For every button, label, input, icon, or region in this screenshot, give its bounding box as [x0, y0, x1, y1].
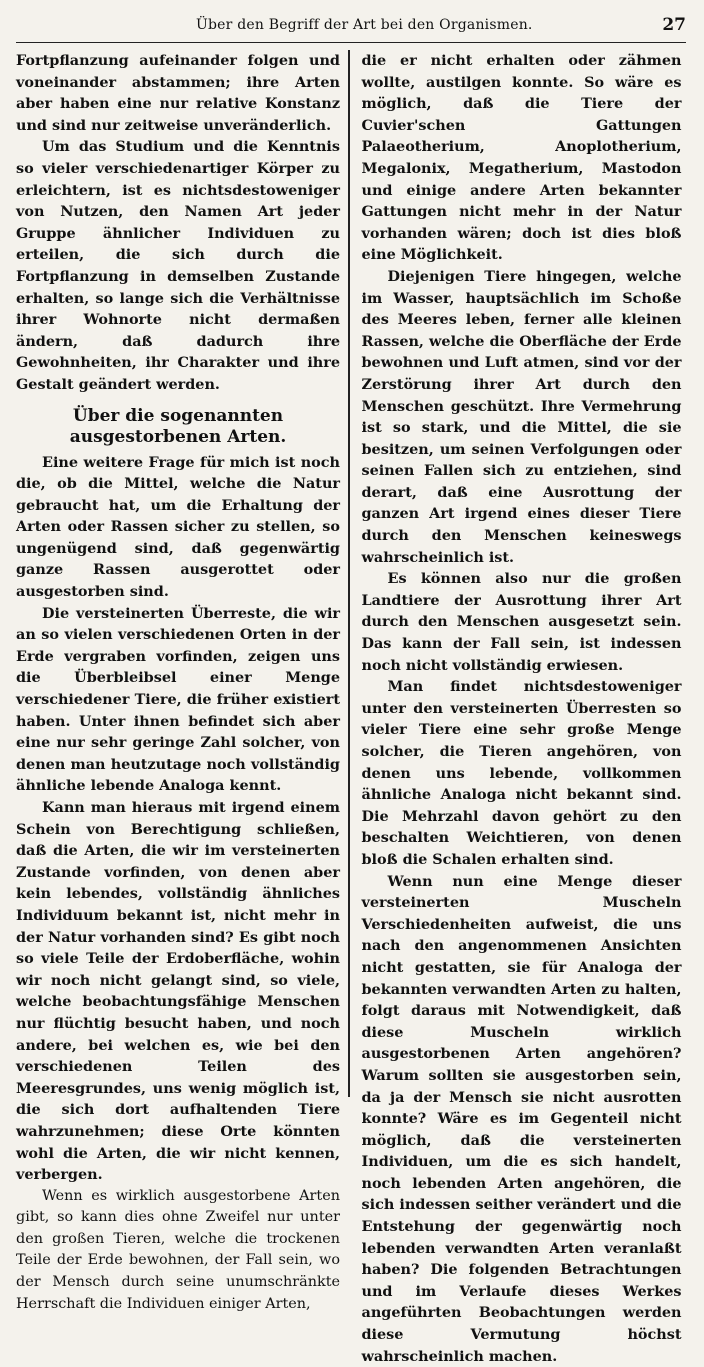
paragraph: Um das Studium und die Kenntnis so vieler verschiedenartiger Körper zu erleichtern, ist es nichtsdestoweniger von Nutzen, den Namen Art jeder Gruppe ähnlicher Individuen zu erteilen, die sich durch die Fortpflanzung in demselben Zustande erhalten, so lange sich die Verhältnisse ihrer Wohnorte nicht dermaßen ändern, daß dadurch ihre Gewohnheiten, ihr Charakter und ihre Gestalt geändert werden. [16, 138, 340, 393]
paragraph: Fortpflanzung aufeinander folgen und voneinander abstammen; ihre Arten aber haben eine nur relative Konstanz und sind nur zeitweise unveränderlich. [16, 52, 340, 134]
paragraph: Man findet nichtsdestoweniger unter den versteinerten Überresten so vieler Tiere eine sehr große Menge solcher, die Tieren angehören, von denen uns lebende, vollkommen ähnliche Analoga nicht bekannt sind. Die Mehrzahl davon gehört zu den beschalten Weichtieren, von denen bloß die Schalen erhalten sind. [361, 678, 682, 868]
section-heading: Über die sogenannten ausgestorbenen Arten. [69, 405, 287, 447]
paragraph: Wenn nun eine Menge dieser versteinerten Muscheln Verschiedenheiten aufweist, die uns nach den angenommenen Ansichten nicht gestatten, sie für Analoga der bekannten verwandten Arten zu halten, folgt daraus mit Notwendigkeit, daß diese Muscheln wirklich ausgestorbenen Arten angehören? Warum sollten sie ausgestorben sein, da ja der Mensch sie nicht ausrotten konnte? Wäre es im Gegenteil nicht möglich, daß die versteinerten Individuen, um die es sich handelt, noch lebenden Arten angehören, die sich indessen seither verändert und die Entstehung der gegenwärtig noch lebenden verwandten Arten veranlaßt haben? Die folgenden Betrachtungen und im Verlaufe dieses Werkes angeführten Beobachtungen werden diese Vermutung höchst wahrscheinlich machen. [361, 872, 682, 1365]
left-column [16, 50, 346, 1312]
text-columns [16, 50, 686, 1365]
paragraph: Es können also nur die großen Landtiere der Ausrottung ihrer Art durch den Menschen ausgesetzt sein. Das kann der Fall sein, ist indessen noch nicht vollständig erwiesen. [361, 570, 682, 674]
paragraph: Kann man hieraus mit irgend einem Schein von Berechtigung schließen, daß die Arten, die wir im versteinerten Zustande vorfinden, von denen aber kein lebendes, vollständig ähnliches Individuum bekannt ist, nicht mehr in der Natur vorhanden sind? Es gibt noch so viele Teile der Erdoberfläche, wohin wir noch nicht gelangt sind, so viele, welche beobachtungsfähige Menschen nur flüchtig besucht haben, und noch andere, bei welchen es, wie bei den verschiedenen Teilen des Meeresgrundes, uns wenig möglich ist, die sich dort aufhaltenden Tiere wahrzunehmen; diese Orte könnten wohl die Arten, die wir nicht kennen, verbergen. [16, 799, 340, 1184]
running-title: Über den Begriff der Art bei den Organismen. [196, 17, 533, 33]
page-number: 27 [662, 15, 686, 35]
column-divider [348, 50, 350, 1097]
paragraph: die er nicht erhalten oder zähmen wollte, austilgen konnte. So wäre es möglich, daß die Tiere der Cuvier'schen Gattungen Palaeotherium, Anoplotherium, Megalonix, Megatherium, Mastodon und einige andere Arten bekannter Gattungen nicht mehr in der Natur vorhanden wären; doch ist dies bloß eine Möglichkeit. [361, 52, 682, 264]
paragraph: Diejenigen Tiere hingegen, welche im Wasser, hauptsächlich im Schoße des Meeres leben, ferner alle kleinen Rassen, welche die Oberfläche der Erde bewohnen und Luft atmen, sind vor der Zerstörung ihrer Art durch den Menschen geschützt. Ihre Vermehrung ist so stark, und die Mittel, die sie besitzen, um seinen Verfolgungen oder seinen Fallen sich zu entziehen, sind derart, daß eine Ausrottung der ganzen Art irgend eines dieser Tiere durch den Menschen keineswegs wahrscheinlich ist. [361, 267, 682, 566]
paragraph: Wenn es wirklich ausgestorbene Arten gibt, so kann dies ohne Zweifel nur unter den großen Tieren, welche die trockenen Teile der Erde bewohnen, der Fall sein, wo der Mensch durch seine unumschränkte Herrschaft die Individuen einiger Arten, [16, 1187, 340, 1312]
paragraph: Die versteinerten Überreste, die wir an so vielen verschiedenen Orten in der Erde vergraben vorfinden, zeigen uns die Überbleibsel einer Menge verschiedener Tiere, die früher existiert haben. Unter ihnen befindet sich aber eine nur sehr geringe Zahl solcher, von denen man heutzutage noch vollständig ähnliche lebende Analoga kennt. [16, 604, 340, 795]
paragraph: Eine weitere Frage für mich ist noch die, ob die Mittel, welche die Natur gebraucht hat, um die Erhaltung der Arten oder Rassen sicher zu stellen, so ungenügend sind, daß gegenwärtig ganze Rassen ausgerottet oder ausgestorben sind. [16, 453, 340, 601]
running-head [16, 12, 686, 43]
right-column [352, 50, 682, 1365]
